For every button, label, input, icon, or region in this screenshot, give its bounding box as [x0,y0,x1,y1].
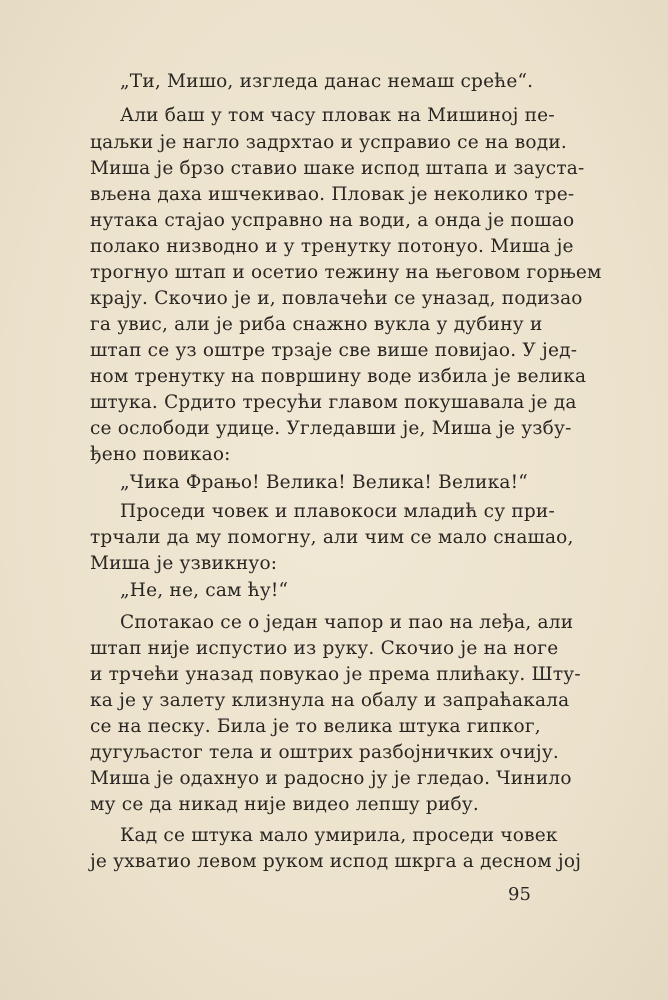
text-line: Миша је брзо ставио шаке испод штапа и зауста- [90,158,585,179]
text-line: крају. Скочио је и, повлачећи се уназад, подизао [90,288,583,309]
page-number: 95 [508,884,531,905]
text-line: „Чика Фрањо! Велика! Велика! Велика!“ [120,472,528,493]
text-line: се на песку. Била је то велика штука гипког, [90,716,541,737]
text-line: је ухватио левом руком испод шкрга а десном јој [90,851,582,872]
text-line: ном тренутку на површину воде избила је велика [90,366,587,387]
text-line: вљена даха ишчекивао. Пловак је неколико тре- [90,184,575,205]
text-line: дугуљастог тела и оштрих разбојничких очију. [90,742,559,763]
text-line: штап није испустио из руку. Скочио је на ноге [90,638,559,659]
text-line: се ослободи удице. Угледавши је, Миша је узбу- [90,418,572,439]
text-line: Проседи човек и плавокоси младић су при- [120,501,555,522]
text-line: „Не, не, сам ћу!“ [120,580,289,601]
text-line: штука. Срдито тресући главом покушавала је да [90,392,577,413]
text-line: трчали да му помогну, али чим се мало снашао, [90,527,574,548]
text-line: Али баш у том часу пловак на Мишиној пе- [120,105,555,126]
text-line: штап се уз оштре трзаје све више повијао. У јед- [90,340,578,361]
text-line: ђено повикао: [90,444,231,465]
text-line: нутака стајао усправно на води, а онда је пошао [90,210,575,231]
text-line: Спотакао се о један чапор и пао на леђа, али [120,612,574,633]
text-line: трогнуо штап и осетио тежину на његовом горњем [90,262,602,283]
text-line: Миша је одахнуо и радосно ју је гледао. Чинило [90,768,572,789]
text-line: цаљки је нагло задрхтао и усправио се на води. [90,132,567,153]
text-line: и трчећи уназад повукао је према плићаку. Шту- [90,664,581,685]
text-line: полако низводно и у тренутку потонуо. Миша је [90,236,574,257]
text-line: „Ти, Мишо, изгледа данас немаш среће“. [120,71,534,92]
text-line: Миша је узвикнуо: [90,553,278,574]
text-line: Кад се штука мало умирила, проседи човек [120,825,558,846]
text-line: га увис, али је риба снажно вукла у дубину и [90,314,543,335]
text-line: му се да никад није видео лепшу рибу. [90,794,479,815]
text-line: ка је у залету клизнула на обалу и запраћакала [90,690,570,711]
